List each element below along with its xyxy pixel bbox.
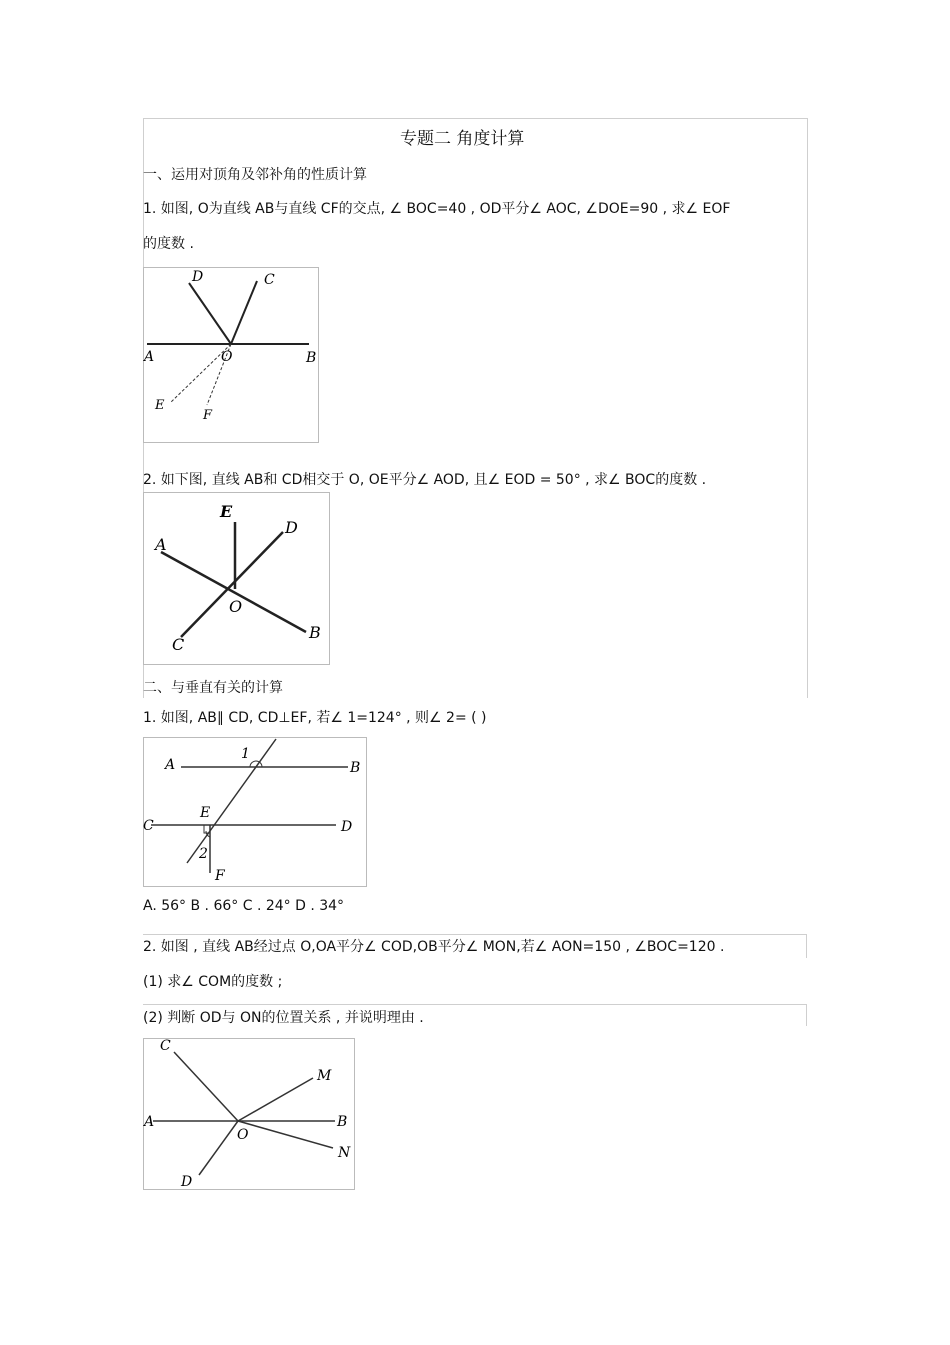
figure-1	[143, 267, 319, 443]
frame-line-q2-part2	[143, 1004, 807, 1005]
fig1-label-b: B	[306, 350, 317, 366]
section2-question2-part1: (1) 求∠ COM的度数 ;	[143, 974, 283, 990]
fig1-label-o: O	[221, 349, 233, 365]
fig4-label-o: O	[237, 1127, 249, 1143]
fig3-label-2: 2	[199, 846, 208, 862]
section2-question1-text: 1. 如图, AB∥ CD, CD⊥EF, 若∠ 1=124° , 则∠ 2= ( )	[143, 710, 487, 726]
fig1-label-e: E	[155, 398, 165, 413]
fig2-label-o: O	[229, 597, 243, 616]
fig3-label-c: C	[143, 818, 154, 834]
fig3-label-e: E	[200, 805, 211, 821]
fig2-label-c: C	[172, 635, 185, 654]
fig4-label-n: N	[338, 1145, 351, 1161]
fig1-label-a: A	[144, 349, 155, 365]
frame-top-line	[143, 118, 807, 119]
page-frame-lower-2	[806, 1004, 807, 1026]
question1-text-cont: 的度数 .	[143, 236, 194, 252]
fig4-label-m: M	[317, 1068, 332, 1084]
section2-question2-text: 2. 如图 , 直线 AB经过点 O,OA平分∠ COD,OB平分∠ MON,若∠ AON=150 , ∠BOC=120 .	[143, 939, 725, 955]
question1-text: 1. 如图, O为直线 AB与直线 CF的交点, ∠ BOC=40 , OD平分∠ AOC, ∠DOE=90 , 求∠ EOF	[143, 201, 731, 217]
fig1-label-f: F	[203, 408, 213, 423]
fig2-label-b: B	[309, 623, 321, 642]
question2-text: 2. 如下图, 直线 AB和 CD相交于 O, OE平分∠ AOD, 且∠ EOD = 50° , 求∠ BOC的度数 .	[143, 472, 707, 488]
figure-2	[143, 492, 330, 665]
figure-4	[143, 1038, 355, 1190]
figure-3	[143, 737, 367, 887]
section1-heading: 一、运用对顶角及邻补角的性质计算	[143, 167, 367, 183]
section2-question1-options: A. 56° B . 66° C . 24° D . 34°	[143, 898, 345, 914]
fig4-label-b: B	[337, 1114, 348, 1130]
fig1-label-d: D	[192, 269, 204, 285]
section2-heading: 二、与垂直有关的计算	[143, 680, 283, 696]
fig3-label-d: D	[341, 819, 353, 835]
fig2-label-a: A	[155, 535, 167, 554]
fig3-label-a: A	[165, 757, 176, 773]
frame-line-q2	[143, 934, 807, 935]
fig3-label-1: 1	[241, 746, 250, 762]
fig3-label-b: B	[350, 760, 361, 776]
fig4-label-a: A	[144, 1114, 155, 1130]
section2-question2-part2: (2) 判断 OD与 ON的位置关系 , 并说明理由 .	[143, 1010, 424, 1026]
fig2-label-e: E	[220, 502, 233, 521]
fig4-label-c: C	[160, 1038, 171, 1054]
fig2-label-d: D	[285, 518, 298, 537]
fig3-label-f: F	[215, 868, 225, 884]
fig1-label-c: C	[264, 272, 275, 288]
page-frame-lower-1	[806, 934, 807, 958]
page-title: 专题二 角度计算	[400, 129, 525, 149]
fig4-label-d: D	[181, 1174, 193, 1190]
